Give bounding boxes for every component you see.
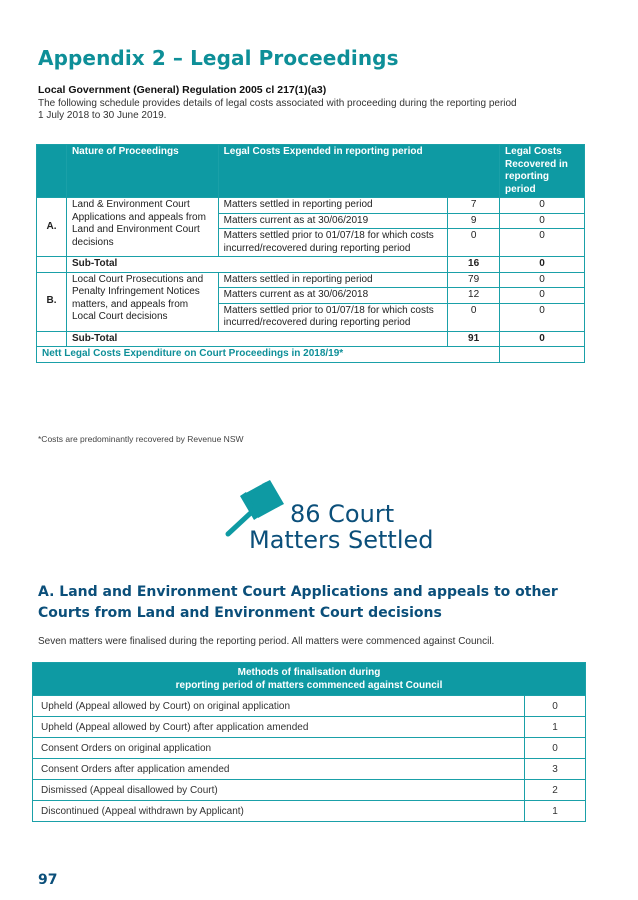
table-row xyxy=(37,272,585,288)
legal-costs-table xyxy=(36,144,585,363)
method-value: 2 xyxy=(525,780,586,801)
row-desc: Matters current as at 30/06/2019 xyxy=(218,213,448,229)
group-a-nature: Land & Environment Court Applications and appeals from Land and Environment Court decisions xyxy=(66,198,218,257)
subtotal-expended: 91 xyxy=(448,331,500,347)
row-expended: 0 xyxy=(448,303,500,331)
header-recovered: Legal Costs Recovered in reporting period xyxy=(500,145,585,198)
group-b-nature: Local Court Prosecutions and Penalty Infringement Notices matters, and appeals from Local Court decisions xyxy=(66,272,218,331)
stat-line-2: Matters Settled xyxy=(249,526,434,554)
methods-header-row xyxy=(33,663,586,696)
nett-row xyxy=(37,347,585,363)
methods-header-line-1: Methods of finalisation during xyxy=(237,667,381,678)
subtotal-recovered: 0 xyxy=(500,331,585,347)
subtotal-expended: 16 xyxy=(448,257,500,273)
subtotal-recovered: 0 xyxy=(500,257,585,273)
intro-line-1: The following schedule provides details of legal costs associated with proceeding during the reporting period xyxy=(38,98,517,109)
section-a-heading: A. Land and Environment Court Applications and appeals to other Courts from Land and Environment Court decisions xyxy=(38,584,558,621)
nett-label: Nett Legal Costs Expenditure on Court Proceedings in 2018/19* xyxy=(37,347,500,363)
method-label: Consent Orders on original application xyxy=(33,738,525,759)
intro-paragraph xyxy=(38,98,608,122)
table-row xyxy=(37,198,585,214)
method-label: Upheld (Appeal allowed by Court) after application amended xyxy=(33,717,525,738)
group-a-label: A. xyxy=(37,198,67,257)
subtotal-row xyxy=(37,331,585,347)
methods-header xyxy=(33,663,586,696)
row-expended: 9 xyxy=(448,213,500,229)
method-label: Discontinued (Appeal withdrawn by Applicant) xyxy=(33,801,525,822)
subtotal-label: Sub-Total xyxy=(66,331,447,347)
header-nature: Nature of Proceedings xyxy=(66,145,218,198)
footnote: *Costs are predominantly recovered by Revenue NSW xyxy=(38,434,244,444)
table-header-row xyxy=(37,145,585,198)
method-value: 0 xyxy=(525,738,586,759)
method-label: Consent Orders after application amended xyxy=(33,759,525,780)
table-row xyxy=(33,717,586,738)
subtotal-blank xyxy=(37,257,67,273)
stat-line-1: 86 Court xyxy=(290,500,395,528)
method-value: 0 xyxy=(525,696,586,717)
intro-line-2: 1 July 2018 to 30 June 2019. xyxy=(38,110,167,121)
table-row xyxy=(33,801,586,822)
row-recovered: 0 xyxy=(500,213,585,229)
row-recovered: 0 xyxy=(500,272,585,288)
row-recovered: 0 xyxy=(500,198,585,214)
row-recovered: 0 xyxy=(500,288,585,304)
subtotal-row xyxy=(37,257,585,273)
row-expended: 79 xyxy=(448,272,500,288)
subtotal-label: Sub-Total xyxy=(66,257,447,273)
row-expended: 12 xyxy=(448,288,500,304)
method-value: 1 xyxy=(525,717,586,738)
nett-blank xyxy=(500,347,585,363)
row-desc: Matters settled in reporting period xyxy=(218,198,448,214)
table-row xyxy=(33,759,586,780)
page-number: 97 xyxy=(38,872,58,888)
row-desc: Matters settled prior to 01/07/18 for which costs incurred/recovered during reporting period xyxy=(218,229,448,257)
table-row xyxy=(33,696,586,717)
table-row xyxy=(33,738,586,759)
page-title: Appendix 2 – Legal Proceedings xyxy=(38,46,399,70)
row-desc: Matters settled prior to 01/07/18 for which costs incurred/recovered during reporting period xyxy=(218,303,448,331)
method-value: 3 xyxy=(525,759,586,780)
methods-header-line-2: reporting period of matters commenced against Council xyxy=(175,680,443,691)
row-desc: Matters current as at 30/06/2018 xyxy=(218,288,448,304)
table-row xyxy=(33,780,586,801)
row-recovered: 0 xyxy=(500,229,585,257)
group-b-label: B. xyxy=(37,272,67,331)
header-blank xyxy=(37,145,67,198)
row-recovered: 0 xyxy=(500,303,585,331)
header-expended: Legal Costs Expended in reporting period xyxy=(218,145,499,198)
methods-table xyxy=(32,662,586,822)
method-label: Upheld (Appeal allowed by Court) on original application xyxy=(33,696,525,717)
subtotal-blank xyxy=(37,331,67,347)
row-desc: Matters settled in reporting period xyxy=(218,272,448,288)
regulation-reference: Local Government (General) Regulation 2005 cl 217(1)(a3) xyxy=(38,84,327,96)
row-expended: 7 xyxy=(448,198,500,214)
method-value: 1 xyxy=(525,801,586,822)
method-label: Dismissed (Appeal disallowed by Court) xyxy=(33,780,525,801)
section-a-text: Seven matters were finalised during the reporting period. All matters were commenced against Council. xyxy=(38,636,495,647)
row-expended: 0 xyxy=(448,229,500,257)
